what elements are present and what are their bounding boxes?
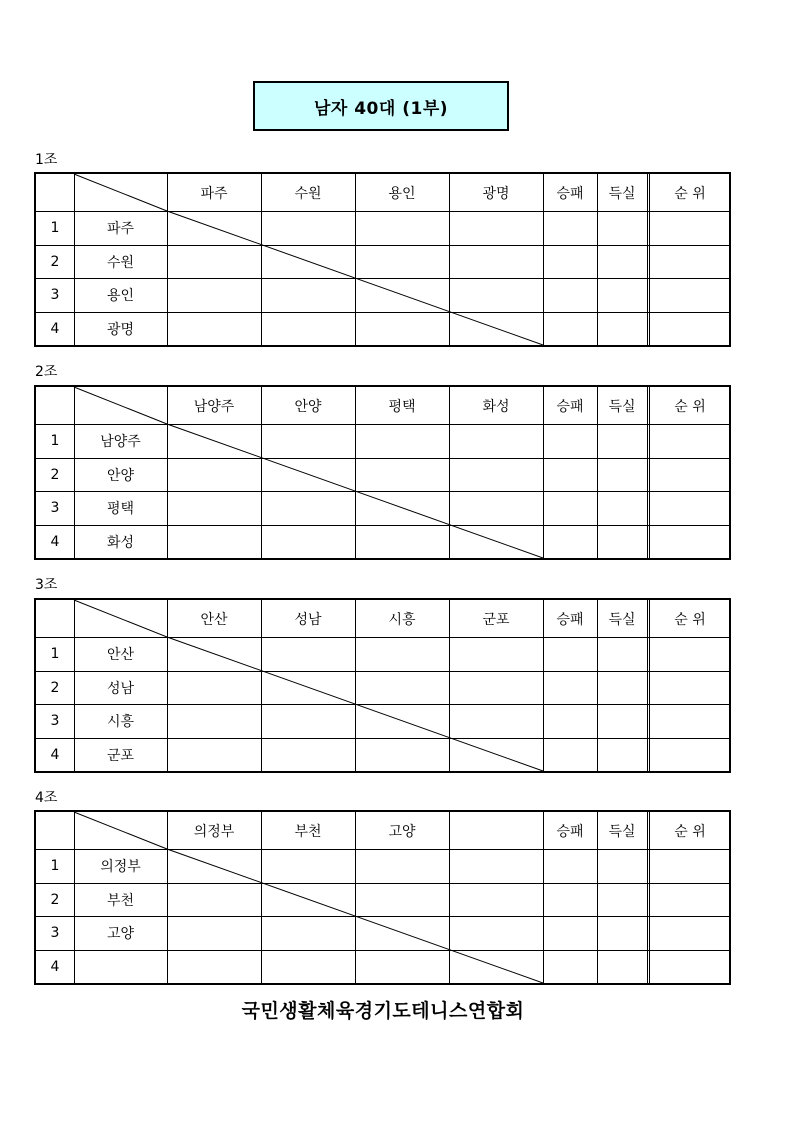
header-diagonal <box>74 812 167 849</box>
row-team-name: 고양 <box>106 926 135 942</box>
header-team-name: 평택 <box>388 398 416 415</box>
group-table <box>34 172 731 347</box>
row-number: 3 <box>50 287 60 303</box>
header-points: 득실 <box>608 398 636 415</box>
row-number: 4 <box>50 958 60 975</box>
header-rank: 순 위 <box>674 398 706 415</box>
header-diagonal <box>74 174 167 211</box>
row-number: 1 <box>50 433 60 449</box>
header-rank: 순 위 <box>674 611 706 628</box>
row-team-name: 파주 <box>106 221 135 237</box>
row-number: 1 <box>50 220 60 236</box>
row-number: 1 <box>50 858 60 874</box>
row-team-name: 수원 <box>106 254 135 271</box>
row-number: 3 <box>50 500 60 516</box>
header-team-name: 부천 <box>294 823 322 840</box>
group-label: 4조 <box>35 790 58 806</box>
row-team-name: 성남 <box>106 680 135 697</box>
header-team-name: 성남 <box>294 611 322 628</box>
row-team-name: 의정부 <box>100 859 141 875</box>
row-team-name: 시흥 <box>106 714 135 730</box>
row-team-name: 군포 <box>106 747 135 764</box>
header-team-name: 남양주 <box>193 398 235 415</box>
group-label: 1조 <box>35 152 58 168</box>
header-win-loss: 승패 <box>556 611 584 628</box>
row-team-name: 남양주 <box>100 434 141 450</box>
row-team-name: 용인 <box>106 288 135 304</box>
header-team-name: 군포 <box>482 611 510 628</box>
row-team-name: 광명 <box>106 321 135 338</box>
group-label: 2조 <box>35 364 58 380</box>
header-points: 득실 <box>608 823 636 840</box>
row-team-name: 안양 <box>106 467 135 484</box>
row-number: 2 <box>50 253 60 270</box>
organization-name: 국민생활체육경기도테니스연합회 <box>241 1000 525 1022</box>
row-number: 4 <box>50 320 60 337</box>
group-table <box>34 598 731 773</box>
header-team-name: 용인 <box>388 185 416 202</box>
header-diagonal <box>74 387 167 424</box>
header-team-name: 화성 <box>482 398 510 415</box>
header-points: 득실 <box>608 185 636 202</box>
header-team-name: 시흥 <box>388 611 416 628</box>
header-team-name: 수원 <box>294 185 322 202</box>
header-team-name: 고양 <box>388 823 416 840</box>
row-team-name <box>74 950 167 983</box>
row-team-name: 평택 <box>106 501 135 517</box>
page-title: 남자 40대 (1부) <box>253 81 509 131</box>
header-team-name: 파주 <box>200 185 228 202</box>
header-team-name: 안양 <box>294 398 322 415</box>
header-diagonal <box>74 600 167 637</box>
group-table <box>34 810 731 985</box>
row-number: 2 <box>50 466 60 483</box>
row-number: 1 <box>50 646 60 662</box>
header-team-name: 안산 <box>200 611 228 628</box>
header-points: 득실 <box>608 611 636 628</box>
header-win-loss: 승패 <box>556 398 584 415</box>
group-label: 3조 <box>35 577 58 593</box>
header-rank: 순 위 <box>674 823 706 840</box>
row-number: 4 <box>50 746 60 763</box>
header-rank: 순 위 <box>674 185 706 202</box>
row-number: 3 <box>50 713 60 729</box>
header-team-name: 광명 <box>482 185 510 202</box>
row-number: 2 <box>50 891 60 908</box>
header-win-loss: 승패 <box>556 823 584 840</box>
header-team-name: 의정부 <box>193 823 235 840</box>
row-number: 4 <box>50 533 60 550</box>
row-team-name: 부천 <box>106 892 135 909</box>
row-team-name: 화성 <box>106 534 135 551</box>
header-team-name <box>449 812 543 849</box>
row-number: 2 <box>50 679 60 696</box>
header-win-loss: 승패 <box>556 185 584 202</box>
group-table <box>34 385 731 560</box>
row-team-name: 안산 <box>106 647 135 663</box>
row-number: 3 <box>50 925 60 941</box>
